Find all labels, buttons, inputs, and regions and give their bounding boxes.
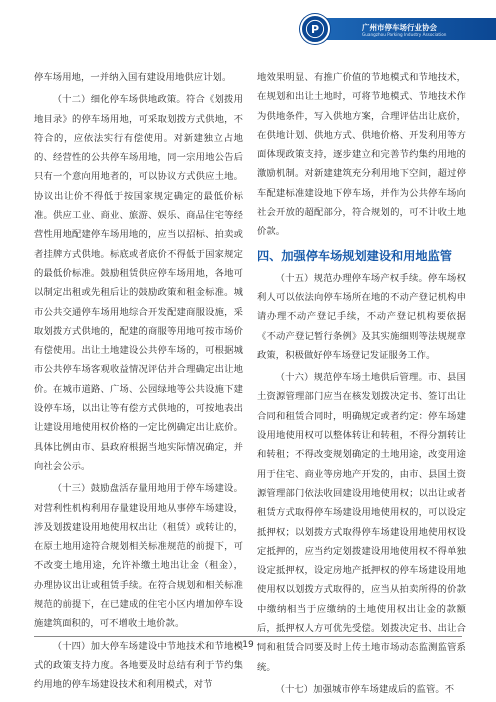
paragraph-item-17: （十七）加强城市停车场建成后的监管。不: [275, 683, 455, 695]
section-heading: 四、加强停车场规划建设和用地监管: [257, 248, 452, 263]
paragraph-item-13: （十三）鼓励盘活存量用地用于停车场建设。对营利性机构利用存量建设用地从事停车场建设，涉及划拨建设用地使用权出让（租赁）或转让的，在原土地用途符合规划相关标准规范的前提下，可不改变土地用途，允许补缴土地出让金（租金），办理协议出让或租赁手续。在符合规划和相关标准规范的前提下，在已建成的住宅小区内增加停车设施建筑面积的，可不增收土地价款。: [34, 483, 243, 630]
paragraph-continuation-right: 地效果明显、有推广价值的节地模式和节地技术，在规划和出让土地时，可将节地模式、节地技术作为供地条件，写入供地方案，合理评估出让底价，在供地计划、供地方式、供地价格、开发利用等方面体现政策支持，逐步建立和完善节约集约用地的激励机制。对新建建筑充分利用地下空间，超过停车配建标准建设地下停车场，并作为公共停车场向社会开放的超配部分，符合规划的，可不计收土地价款。: [257, 72, 466, 238]
header-bar: [322, 18, 496, 40]
logo-letter: P: [310, 23, 320, 37]
footer-rule: [34, 636, 462, 637]
paragraph-continuation: 停车场用地，一并纳入国有建设用地供应计划。: [34, 72, 232, 83]
header-banner: [300, 14, 496, 44]
paragraph-item-14: （十四）加大停车场建设中节地技术和节地模式的政策支持力度。各地要及时总结有利于节约集约用地的停车场建设技术和利用模式，对节: [34, 640, 243, 691]
page-number: - 19 -: [236, 640, 260, 650]
left-column: [34, 68, 243, 698]
org-name-en: Guangzhou Parking Industry Association: [362, 32, 447, 37]
org-name: 广州市停车场行业协会: [362, 23, 437, 32]
right-column: [257, 68, 466, 702]
parking-logo-icon: [300, 14, 330, 44]
paragraph-item-16: （十六）规范停车场土地供后管理。市、县国土资源管理部门应当在核发划拨决定书、签订出让合同和租赁合同时，明确规定或者约定：停车场建设用地使用权可以整体转让和转租，不得分割转让和转租；不得改变规划确定的土地用途，改变用途用于住宅、商业等房地产开发的，由市、县国土资源管理部门依法收回建设用地使用权；以出让或者租赁方式取得停车场建设用地使用权的，可以设定抵押权；以划拨方式取得停车场建设用地使用权设定抵押的，应当约定划拨建设用地使用权不得单独设定抵押权，设定房地产抵押权的停车场建设用地使用权以划拨方式取得的，应当从拍卖所得的价款中缴纳相当于应缴纳的土地使用权出让金的款额后，抵押权人方可优先受偿。划拨决定书、出让合同和租赁合同要及时上传土地市场动态监测监管系统。: [257, 372, 466, 673]
paragraph-item-12: （十二）细化停车场供地政策。符合《划拨用地目录》的停车场用地，可采取划拨方式供地，不符合的，应依法实行有偿使用。对新建独立占地的、经营性的公共停车场用地，同一宗用地公告后只有一个意向用地者的，可以协议方式供应土地。协议出让价不得低于按国家规定确定的最低价标准。供应工业、商业、旅游、娱乐、商品住宅等经营性用地配建停车场用地的，应当以招标、拍卖或者挂牌方式供地。标底或者底价不得低于国家规定的最低价标准。鼓励租赁供应停车场用地，各地可以制定出租或先租后让的鼓励政策和租金标准。城市公共交通停车场用地综合开发配建商服设施，采取划拨方式供地的，配建的商服等用地可按市场价有偿使用。出让土地建设公共停车场的，可根据城市公共停车场客观收益情况评估并合理确定出让地价。在城市道路、广场、公园绿地等公共设施下建设停车场，以出让等有偿方式供地的，可按地表出让建设用地使用权价格的一定比例确定出让底价。具体比例由市、县政府根据当地实际情况确定，并向社会公示。: [34, 94, 243, 472]
paragraph-item-15: （十五）规范办理停车场产权手续。停车场权利人可以依法向停车场所在地的不动产登记机构申请办理不动产登记手续，不动产登记机构要依据《不动产登记暂行条例》及其实施细则等法规规章政策，积极做好停车场登记发证服务工作。: [257, 272, 466, 361]
